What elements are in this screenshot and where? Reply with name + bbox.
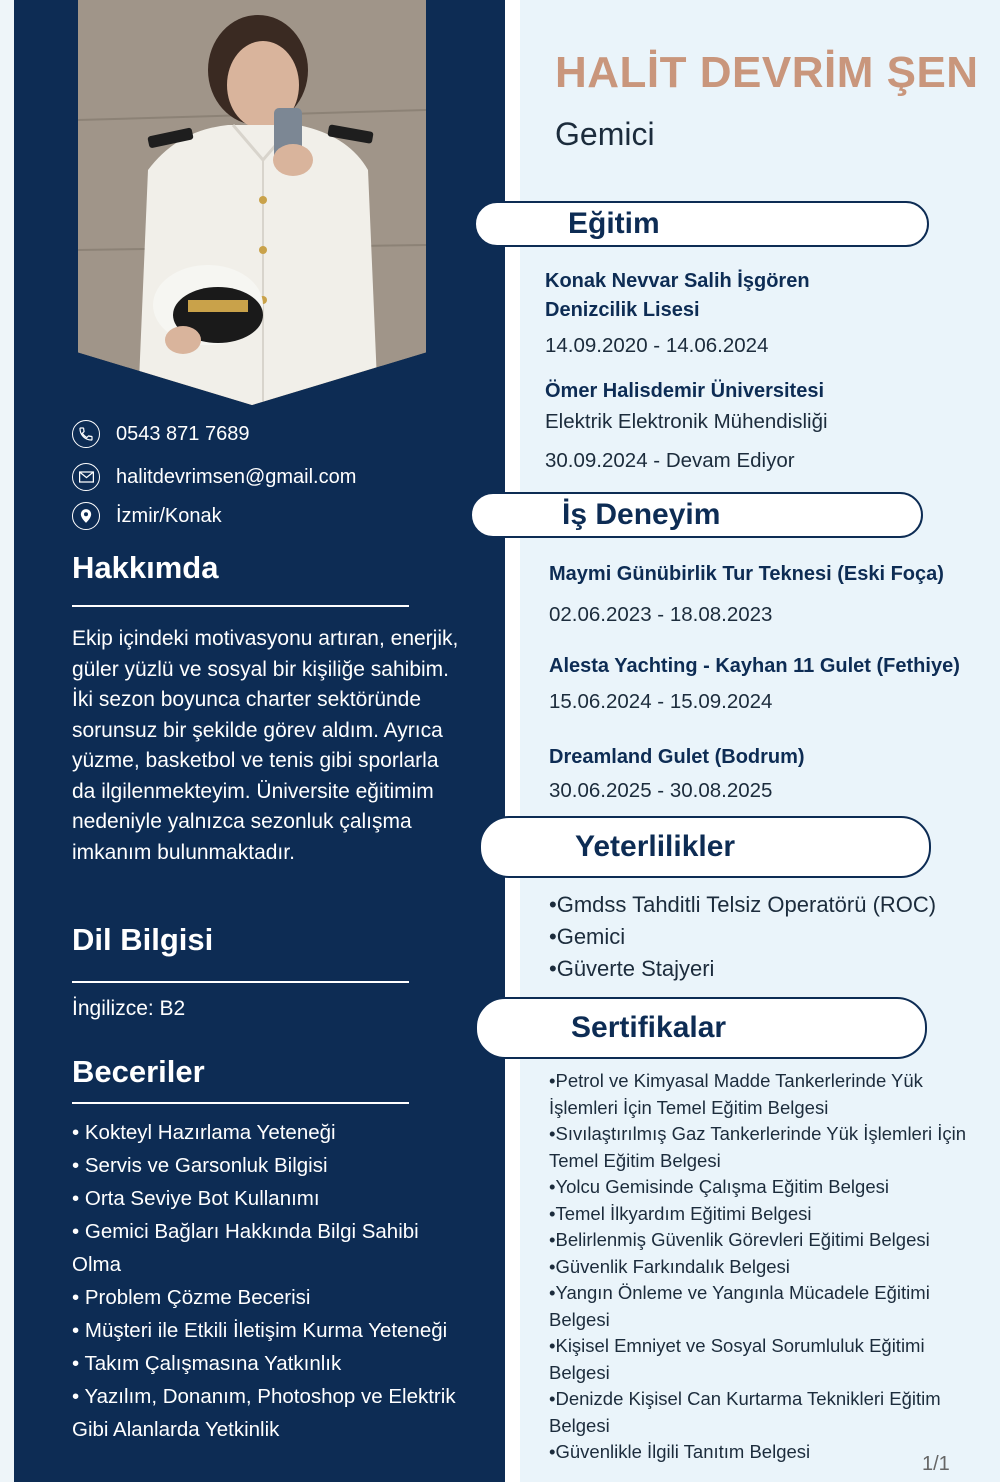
certificate-item: •Temel İlkyardım Eğitimi Belgesi [549, 1202, 812, 1224]
qualification-item: •Gmdss Tahditli Telsiz Operatörü (ROC) [549, 892, 937, 917]
skills-heading: Beceriler [72, 1054, 205, 1089]
about-heading: Hakkımda [72, 550, 219, 585]
location-text: İzmir/Konak [116, 504, 222, 527]
qualifications-heading: Yeterlilikler [575, 830, 736, 863]
languages-heading: Dil Bilgisi [72, 922, 214, 957]
certificate-item: •Güvenlik Farkındalık Belgesi [549, 1255, 790, 1277]
languages-divider [72, 981, 409, 983]
experience-dates: 02.06.2023 - 18.08.2023 [549, 603, 773, 626]
skill-item: • Takım Çalışmasına Yatkınlık [72, 1352, 342, 1375]
education-dates: 14.09.2020 - 14.06.2024 [545, 334, 769, 357]
certificate-item: •Sıvılaştırılmış Gaz Tankerlerinde Yük İşlemleri İçin Temel Eğitim Belgesi [549, 1123, 967, 1171]
experience-title: Dreamland Gulet (Bodrum) [549, 746, 805, 768]
certificate-item: •Güvenlikle İlgili Tanıtım Belgesi [549, 1441, 811, 1462]
languages-text: İngilizce: B2 [72, 997, 186, 1020]
education-program: Elektrik Elektronik Mühendisliği [545, 410, 828, 433]
qualifications-section-header [479, 816, 931, 878]
certificates-list [549, 1068, 989, 1466]
certificates-heading: Sertifikalar [571, 1011, 727, 1044]
skills-list [72, 1116, 462, 1446]
qualification-item: •Güverte Stajyeri [549, 956, 715, 981]
page-edge [0, 0, 14, 1482]
skill-item: • Orta Seviye Bot Kullanımı [72, 1187, 320, 1210]
experience-title: Alesta Yachting - Kayhan 11 Gulet (Fethiye) [549, 655, 960, 677]
education-heading: Eğitim [568, 207, 660, 240]
certificate-item: •Yangın Önleme ve Yangınla Mücadele Eğitimi Belgesi [549, 1282, 930, 1330]
certificate-item: •Denizde Kişisel Can Kurtarma Teknikleri Eğitim Belgesi [549, 1388, 941, 1436]
education-dates: 30.09.2024 - Devam Ediyor [545, 449, 795, 472]
skills-divider [72, 1102, 409, 1104]
education-school: Konak Nevvar Salih İşgören Denizcilik Lisesi [545, 270, 810, 321]
location-pin-icon [72, 502, 100, 530]
phone-number: 0543 871 7689 [116, 422, 250, 445]
contact-phone[interactable] [72, 420, 249, 448]
certificate-item: •Kişisel Emniyet ve Sosyal Sorumluluk Eğitimi Belgesi [549, 1335, 925, 1383]
person-role: Gemici [555, 116, 655, 152]
education-school: Ömer Halisdemir Üniversitesi [545, 380, 825, 402]
experience-dates: 30.06.2025 - 30.08.2025 [549, 779, 773, 802]
profile-photo [78, 0, 426, 405]
about-text: Ekip içindeki motivasyonu artıran, enerjik, güler yüzlü ve sosyal bir kişiliğe sahibim. İki sezon boyunca charter sektöründe sorunsuz bir şekilde görev aldım. Ayrıca yüzme, basketbol ve tenis gibi sporlarla da ilgilenmekteyim. Üniversite eğitimim nedeniyle yalnızca sezonluk çalışma imkanım bulunmaktadır. [72, 627, 459, 864]
certificate-item: •Belirlenmiş Güvenlik Görevleri Eğitimi Belgesi [549, 1229, 930, 1250]
about-divider [72, 605, 409, 607]
certificate-item: •Yolcu Gemisinde Çalışma Eğitim Belgesi [549, 1176, 889, 1197]
contact-email[interactable] [72, 463, 356, 491]
skill-item: • Servis ve Garsonluk Bilgisi [72, 1154, 328, 1177]
experience-section-header [470, 492, 923, 538]
education-section-header [474, 201, 929, 247]
skill-item: • Müşteri ile Etkili İletişim Kurma Yeteneği [72, 1319, 448, 1342]
qualification-item: •Gemici [549, 924, 626, 949]
certificates-section-header [475, 997, 927, 1059]
certificate-item: •Petrol ve Kimyasal Madde Tankerlerinde Yük İşlemleri İçin Temel Eğitim Belgesi [549, 1070, 923, 1118]
skill-item: • Problem Çözme Becerisi [72, 1286, 311, 1309]
experience-title: Maymi Günübirlik Tur Teknesi (Eski Foça) [549, 563, 944, 585]
experience-heading: İş Deneyim [562, 498, 721, 531]
person-name: HALİT DEVRİM ŞEN [555, 48, 979, 97]
contact-location [72, 502, 222, 530]
skill-item: • Yazılım, Donanım, Photoshop ve Elektrik Gibi Alanlarda Yetkinlik [72, 1385, 456, 1441]
skill-item: • Kokteyl Hazırlama Yeteneği [72, 1121, 336, 1144]
phone-icon [72, 420, 100, 448]
skill-item: • Gemici Bağları Hakkında Bilgi Sahibi Olma [72, 1220, 419, 1276]
mail-icon [72, 463, 100, 491]
experience-dates: 15.06.2024 - 15.09.2024 [549, 690, 773, 713]
page-indicator: 1/1 [922, 1453, 950, 1475]
email-address: halitdevrimsen@gmail.com [116, 465, 357, 488]
